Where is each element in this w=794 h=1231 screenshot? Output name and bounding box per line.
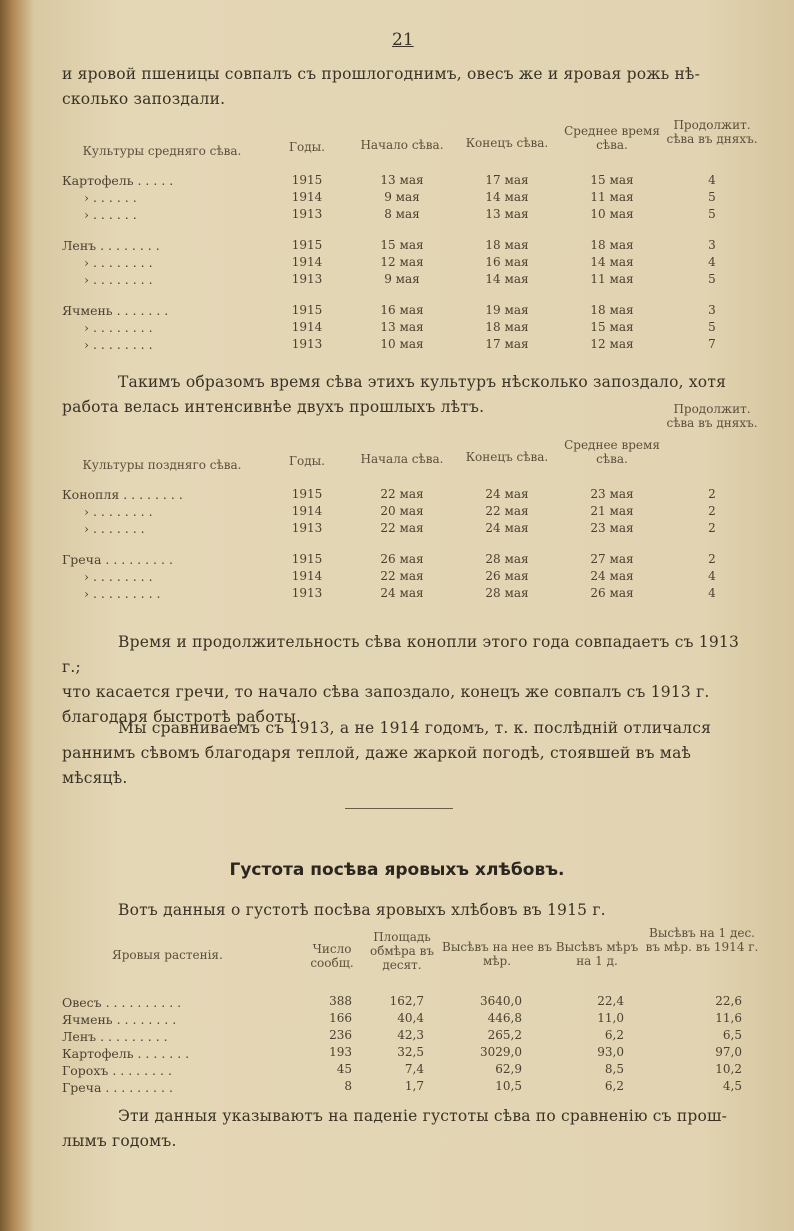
table-cell: 19 мая	[485, 303, 529, 317]
table-cell: 22 мая	[380, 569, 424, 583]
table-cell: 1915	[291, 238, 323, 252]
table-cell: 6,5	[722, 1028, 742, 1042]
table-cell: 62,9	[495, 1062, 522, 1076]
table-cell: 13 мая	[380, 173, 424, 187]
table-cell: 11,6	[715, 1011, 742, 1025]
table-cell: 1914	[291, 190, 323, 204]
table-cell: 2	[708, 487, 716, 501]
table-cell: 12 мая	[380, 255, 424, 269]
table-cell: 27 мая	[590, 552, 634, 566]
table-cell: 4	[708, 173, 716, 187]
table-middle-sowing	[62, 118, 762, 353]
table1-group-flax	[62, 237, 762, 288]
table-cell: 14 мая	[485, 272, 529, 286]
paragraph-4	[62, 716, 762, 791]
table-cell: 193	[329, 1045, 352, 1059]
table-cell: 14 мая	[590, 255, 634, 269]
para6-line-2: лымъ годомъ.	[62, 1132, 177, 1150]
table-cell: 1914	[291, 504, 323, 518]
table2-ditto: › . . . . . . . .	[84, 504, 153, 519]
table-cell: 8	[344, 1079, 352, 1093]
table3-header-rate: Высѣвъ мѣръ на 1 д.	[555, 940, 639, 968]
intro-line-2: сколько запоздали.	[62, 90, 226, 108]
table-cell: 1915	[291, 487, 323, 501]
table1-ditto: › . . . . . . . .	[84, 337, 153, 352]
table-cell: 3640,0	[480, 994, 522, 1008]
table-cell: 18 мая	[590, 303, 634, 317]
table-cell: 16 мая	[485, 255, 529, 269]
table3-header-area: Площадь обмѣра въ десят.	[369, 930, 435, 972]
table-cell: 4	[708, 586, 716, 600]
table-cell: 17 мая	[485, 173, 529, 187]
table-cell: 42,3	[397, 1028, 424, 1042]
table1-header-end: Конецъ сѣва.	[465, 136, 549, 150]
table-cell: 11 мая	[590, 190, 634, 204]
table-cell: 166	[329, 1011, 352, 1025]
table1-ditto: › . . . . . .	[84, 190, 137, 205]
table-row: Ячмень . . . . . . . .	[62, 1012, 177, 1027]
table-cell: 1913	[291, 337, 323, 351]
table-cell: 24 мая	[380, 586, 424, 600]
table-cell: 40,4	[397, 1011, 424, 1025]
table-cell: 162,7	[389, 994, 424, 1008]
table-cell: 20 мая	[380, 504, 424, 518]
table1-group-barley	[62, 302, 762, 353]
section-divider	[345, 808, 453, 809]
table-cell: 7	[708, 337, 716, 351]
table-row: Ленъ . . . . . . . . .	[62, 1029, 168, 1044]
table-cell: 11 мая	[590, 272, 634, 286]
table-cell: 9 мая	[384, 190, 420, 204]
table3-body	[62, 994, 762, 1096]
table1-header-row	[62, 118, 762, 158]
table-cell: 1913	[291, 207, 323, 221]
table-cell: 1914	[291, 569, 323, 583]
table-cell: 16 мая	[380, 303, 424, 317]
table-cell: 11,0	[597, 1011, 624, 1025]
table2-header-end: Конецъ сѣва.	[465, 450, 549, 464]
table-cell: 32,5	[397, 1045, 424, 1059]
table-cell: 5	[708, 190, 716, 204]
para4-line-3: мѣсяцѣ.	[62, 769, 128, 787]
paragraph-5: Вотъ данныя о густотѣ посѣва яровыхъ хлѣбовъ въ 1915 г.	[118, 901, 606, 919]
table-cell: 13 мая	[485, 207, 529, 221]
table-cell: 2	[708, 504, 716, 518]
table-cell: 15 мая	[590, 173, 634, 187]
table-cell: 18 мая	[485, 320, 529, 334]
table-cell: 15 мая	[380, 238, 424, 252]
table-cell: 10 мая	[380, 337, 424, 351]
table2-crop-label: Конопля . . . . . . . .	[62, 487, 183, 502]
table3-header-sown: Высѣвъ на нее въ мѣр.	[442, 940, 552, 968]
table1-crop-label: Картофель . . . . .	[62, 173, 174, 188]
table-row: Картофель . . . . . . .	[62, 1046, 190, 1061]
para3-line-3: благодаря быстротѣ работы.	[62, 708, 302, 726]
table2-header-dur: Продолжит. сѣва въ дняхъ.	[666, 402, 758, 430]
table-row: Овесъ . . . . . . . . . .	[62, 995, 182, 1010]
para3-line-2: что касается гречи, то начало сѣва запоздало, конецъ же совпалъ съ 1913 г.	[62, 683, 710, 701]
table-cell: 6,2	[604, 1079, 624, 1093]
table-cell: 1913	[291, 272, 323, 286]
table-cell: 2	[708, 552, 716, 566]
table-cell: 22 мая	[485, 504, 529, 518]
table1-ditto: › . . . . . . . .	[84, 255, 153, 270]
table-cell: 446,8	[487, 1011, 522, 1025]
table-cell: 23 мая	[590, 521, 634, 535]
table2-group-buckwheat	[62, 551, 762, 602]
table-cell: 1915	[291, 173, 323, 187]
table-cell: 5	[708, 272, 716, 286]
intro-paragraph	[62, 62, 762, 112]
table-cell: 4,5	[722, 1079, 742, 1093]
table3-header-row	[62, 926, 762, 972]
table2-header-years: Годы.	[289, 454, 325, 468]
table1-ditto: › . . . . . . . .	[84, 320, 153, 335]
table-cell: 6,2	[604, 1028, 624, 1042]
para2-line-2: работа велась интенсивнѣе двухъ прошлыхъ лѣтъ.	[62, 398, 485, 416]
table2-header-start: Начала сѣва.	[360, 452, 444, 466]
table-cell: 28 мая	[485, 552, 529, 566]
table-cell: 1913	[291, 586, 323, 600]
table-cell: 10,5	[495, 1079, 522, 1093]
table-cell: 2	[708, 521, 716, 535]
table-cell: 28 мая	[485, 586, 529, 600]
table2-group-hemp	[62, 486, 762, 537]
table-late-sowing	[62, 402, 762, 602]
table-cell: 17 мая	[485, 337, 529, 351]
table-cell: 26 мая	[590, 586, 634, 600]
table-cell: 22 мая	[380, 487, 424, 501]
table-cell: 93,0	[597, 1045, 624, 1059]
table-cell: 24 мая	[590, 569, 634, 583]
table-cell: 1914	[291, 255, 323, 269]
table-cell: 4	[708, 569, 716, 583]
table-cell: 5	[708, 320, 716, 334]
table-cell: 10,2	[715, 1062, 742, 1076]
table-cell: 3	[708, 238, 716, 252]
table-cell: 3	[708, 303, 716, 317]
table2-header-crop: Культуры поздняго сѣва.	[82, 458, 242, 472]
table2-ditto: › . . . . . . .	[84, 521, 145, 536]
table-cell: 23 мая	[590, 487, 634, 501]
table1-ditto: › . . . . . .	[84, 207, 137, 222]
table-cell: 22,4	[597, 994, 624, 1008]
table-cell: 1915	[291, 552, 323, 566]
table-cell: 1914	[291, 320, 323, 334]
intro-line-1: и яровой пшеницы совпалъ съ прошлогоднимъ, овесъ же и яровая рожь нѣ-	[62, 65, 701, 83]
table-sowing-density	[62, 926, 762, 1096]
table-cell: 9 мая	[384, 272, 420, 286]
table-cell: 4	[708, 255, 716, 269]
table1-header-crop: Культуры средняго сѣва.	[82, 144, 242, 158]
table-cell: 15 мая	[590, 320, 634, 334]
table1-group-potato	[62, 172, 762, 223]
table1-ditto: › . . . . . . . .	[84, 272, 153, 287]
table-cell: 26 мая	[380, 552, 424, 566]
table-cell: 13 мая	[380, 320, 424, 334]
table-cell: 24 мая	[485, 487, 529, 501]
table-cell: 3029,0	[480, 1045, 522, 1059]
table1-header-years: Годы.	[289, 140, 325, 154]
table3-header-rate1914: Высѣвъ на 1 дес. въ мѣр. въ 1914 г.	[645, 926, 759, 954]
section-heading: Густота посѣва яровыхъ хлѣбовъ.	[229, 860, 565, 880]
table1-header-dur: Продолжит. сѣва въ дняхъ.	[666, 118, 758, 146]
paragraph-3	[62, 630, 762, 730]
table-cell: 1915	[291, 303, 323, 317]
table3-header-count: Число сообщ.	[310, 942, 354, 970]
table-cell: 1913	[291, 521, 323, 535]
table2-crop-label: Греча . . . . . . . . .	[62, 552, 173, 567]
table-cell: 45	[336, 1062, 352, 1076]
table-cell: 8 мая	[384, 207, 420, 221]
table-cell: 5	[708, 207, 716, 221]
table1-header-start: Начало сѣва.	[360, 138, 444, 152]
table-cell: 7,4	[404, 1062, 424, 1076]
table-cell: 22,6	[715, 994, 742, 1008]
table-row: Горохъ . . . . . . . .	[62, 1063, 172, 1078]
table-row: Греча . . . . . . . . .	[62, 1080, 173, 1095]
para2-line-1: Такимъ образомъ время сѣва этихъ культуръ нѣсколько запоздало, хотя	[118, 373, 727, 391]
table-cell: 236	[329, 1028, 352, 1042]
paragraph-6	[62, 1104, 762, 1154]
table-cell: 24 мая	[485, 521, 529, 535]
para3-line-1: Время и продолжительность сѣва конопли этого года совпадаетъ съ 1913 г.;	[62, 633, 740, 676]
table-cell: 14 мая	[485, 190, 529, 204]
table-cell: 1,7	[404, 1079, 424, 1093]
table2-header-row	[62, 402, 762, 472]
table1-crop-label: Ячмень . . . . . . .	[62, 303, 169, 318]
table-cell: 26 мая	[485, 569, 529, 583]
table-cell: 12 мая	[590, 337, 634, 351]
table-cell: 22 мая	[380, 521, 424, 535]
table2-ditto: › . . . . . . . .	[84, 569, 153, 584]
table-cell: 8,5	[604, 1062, 624, 1076]
table1-crop-label: Ленъ . . . . . . . .	[62, 238, 160, 253]
table-cell: 388	[329, 994, 352, 1008]
table-cell: 265,2	[487, 1028, 522, 1042]
table-cell: 21 мая	[590, 504, 634, 518]
table-cell: 10 мая	[590, 207, 634, 221]
table3-header-plant: Яровыя растенія.	[112, 948, 223, 962]
table1-header-avg: Среднее время сѣва.	[564, 124, 660, 152]
para6-line-1: Эти данныя указываютъ на паденіе густоты сѣва по сравненію съ прош-	[118, 1107, 728, 1125]
table-cell: 18 мая	[590, 238, 634, 252]
para4-line-1: Мы сравниваемъ съ 1913, а не 1914 годомъ, т. к. послѣдній отличался	[118, 719, 712, 737]
table-cell: 97,0	[715, 1045, 742, 1059]
para4-line-2: раннимъ сѣвомъ благодаря теплой, даже жаркой погодѣ, стоявшей въ маѣ	[62, 744, 692, 762]
table2-header-avg: Среднее время сѣва.	[564, 438, 660, 466]
table-cell: 18 мая	[485, 238, 529, 252]
table2-ditto: › . . . . . . . . .	[84, 586, 161, 601]
page-number: 21	[392, 30, 414, 50]
